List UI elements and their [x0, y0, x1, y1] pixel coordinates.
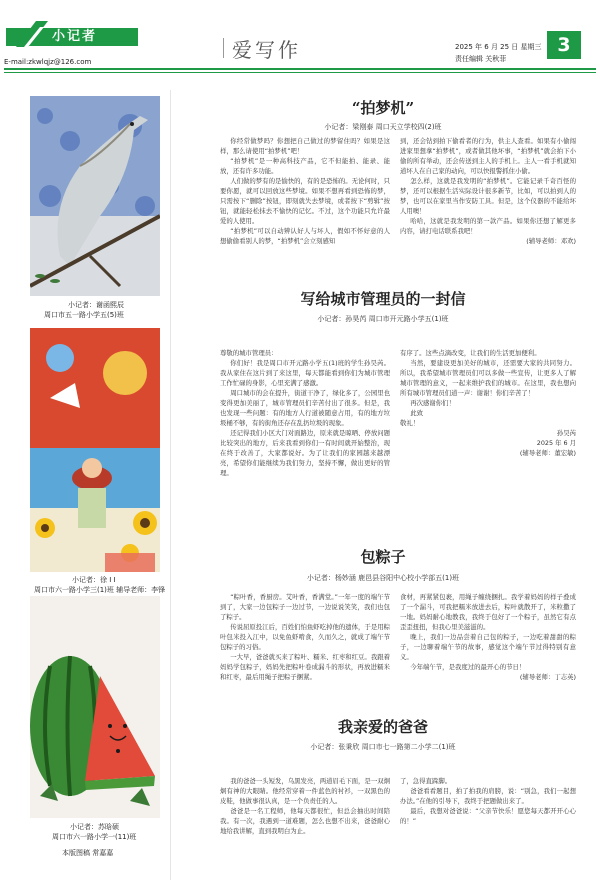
article-2-para: 周口城市的会在提升，街道干净了，绿化多了，公园里也变得更加美丽了，城市管理员们辛苦付出了很多。但是，我也发现一些问题：有的地方人行道被随意占用，有的地方垃圾桶不够，有的街角还存在乱扔垃圾的现象。: [220, 389, 390, 427]
article-4-para: 我的爸爸一头短发，乌黑发亮，两道眉毛下面，是一双炯炯有神的大眼睛。他经常穿着一件蓝色的衬衫，一双黑色的皮鞋，他做事很认真，是一个负责任的人。: [220, 777, 390, 805]
header-rule-thin: [4, 72, 596, 73]
article-4-para: 了，急得直跺脚。: [400, 777, 452, 785]
article-1-col2: [400, 136, 576, 274]
article-3-para: “粽叶香，香厨房。艾叶香，香满堂。”一年一度的端午节到了，大家一边包粽子一边过节，一边说说笑笑，我们也包了粽子。: [220, 593, 390, 621]
article-4-para: 最后，我想对爸爸说：“父亲节快乐！愿您每天都开开心心的！”: [400, 807, 576, 825]
caption-1: [30, 300, 180, 320]
section-title: 爱写作: [232, 38, 301, 62]
caption-3: [30, 822, 180, 842]
drawing-watermelon: [30, 596, 160, 818]
responsible-editor: 责任编辑 关秋菲: [455, 55, 507, 63]
article-3-col2: [400, 592, 576, 694]
article-4-title: 我亲爱的爸爸: [337, 718, 428, 736]
article-4-para: 爸爸看看题目，拍了拍我的肩膀，说：“别急，我们一起想办法。”在他的引导下，我终于把题做出来了。: [400, 787, 576, 805]
article-4-col1: [220, 776, 390, 880]
article-2-byline: 小记者：孙昊芮 周口市开元路小学五(1)班: [317, 315, 449, 323]
article-2-title: 写给城市管理员的一封信: [300, 290, 466, 308]
article-2-para: 敬礼！: [400, 419, 420, 427]
article-1-title: “拍梦机”: [351, 99, 415, 117]
caption-1-line2: 周口市五一路小学五(5)班: [44, 311, 124, 319]
article-2-signature: 孙昊芮: [556, 429, 576, 437]
article-2-para: 此致: [410, 409, 424, 417]
leaf-logo-icon: [14, 19, 48, 49]
issue-date: 2025 年 6 月 25 日 星期三: [455, 43, 542, 51]
column-name: 小记者: [52, 29, 98, 44]
article-2-para: 有序了。这些点滴改变，让我们的生活更加便利。: [400, 349, 541, 357]
article-3-para: 食材，再紧紧包裹，用绳子缠绕捆扎。我学着妈妈的样子叠成了一个漏斗，可我把糯米放进去后，粽叶就散开了，米粒撒了一地。妈妈耐心地教我，我终于包好了一个粽子，虽然它有点歪歪扭扭，但我心里美滋滋的。: [400, 593, 576, 631]
article-1-para: 人们做的梦有的是愉快的，有的是恐怖的。无论何时，只要你愿，就可以回放这些梦境。如果不想再看到恐怖的梦，只需按下“删除”按钮，即刻就失去梦境，或者按下“剪辑”按钮，就能轻松抹去不愉快的记忆。不过，这个功能只允许最爱的人使用。: [220, 177, 390, 225]
caption-1-line1: 小记者：谢函熙辰: [68, 301, 124, 309]
drawing-astronaut-sunflowers: [30, 328, 160, 572]
article-4-col2: [400, 776, 576, 880]
drawing-bird: [30, 96, 160, 296]
article-2-para: 再次感谢你们！: [410, 399, 455, 407]
article-2-para: 你们好！我是周口市开元路小学五(1)班的学生孙昊芮。我从家住在这片到了来这里，每天都能看到你们为城市管理工作忙碌的身影，心里充满了感激。: [220, 359, 390, 387]
article-3-para: 晚上，我们一边品尝着自己包的粽子，一边吃着甜甜的粽子，一边聊着端午节的故事，感觉这个端午节过得特别有意义。: [400, 633, 576, 661]
article-1-para: 怎么样，这就是我发明的“拍梦机”。它能记录千奇百怪的梦，还可以根据生活实际设计很多新节，比如，可以拍到人的梦，也可以在家里当作安防工具。但是，这个仪器的不能给坏人用噢！: [400, 177, 576, 215]
article-2-para: 当然，要建设更加美好的城市，还需要大家的共同努力。所以，我希望城市管理员们可以多做一些宣传，让更多人了解城市管理的意义，一起来维护我们的城市。在这里，我也想向所有城市管理员们道一声：谢谢！你们辛苦了！: [400, 359, 576, 397]
article-4-byline: 小记者：张秉欣 周口市七一路第二小学二(1)班: [310, 743, 456, 751]
caption-2-line1: 小记者：徐 I I: [72, 576, 116, 584]
article-2-teacher: (辅导老师：董宏敏): [519, 449, 576, 457]
caption-2: [30, 575, 180, 595]
header-rule: [4, 68, 596, 70]
article-1-para: 哈哈，这就是我发明的第一款产品。如果你还想了解更多内容，请打电话联系我吧！: [400, 217, 576, 235]
caption-2-line2: 周口市六一路小学三(1)班 辅导老师：李锋: [34, 586, 166, 594]
article-3-teacher: (辅导老师：丁志英): [519, 673, 576, 681]
article-2-para: 尊敬的城市管理员：: [220, 349, 278, 357]
article-1-para: 到，还会钻到拍下偷看者的行为，供主人查看。如果有小偷闯进家里想拿“拍梦机”，或者做其他坏事，“拍梦机”就会拍下小偷的所有举动，还会传送到主人的手机上。主人一看手机就知道坏人在自己家的动向，可以快报警抓住小偷。: [400, 137, 576, 175]
article-3-para: 今年端午节，是我度过的最开心的节日！: [410, 663, 526, 671]
article-1-teacher: (辅导老师：邓欢): [526, 237, 576, 245]
article-3-title: 包粽子: [360, 548, 406, 566]
article-4-para: 爸爸是一名工程师，他每天都很忙，但总会抽出时间陪我。有一次，我遇到一道难题，怎么也想不出来，爸爸耐心地给我讲解，直到我明白为止。: [220, 807, 390, 835]
article-1-para: “拍梦机”是一种高科技产品，它不但能拍、能录、能放，还有许多功能。: [220, 157, 390, 175]
article-1-para: “拍梦机”可以自动辨认好人与坏人，假如不怀好意的人想偷偷看别人的梦，“拍梦机”会立刻感知: [220, 227, 390, 245]
article-1-para: 你经常做梦吗？你想把自己做过的梦留住吗？如果是这样，那么请使用“拍梦机”吧！: [220, 137, 390, 155]
article-2-para: 还记得我们小区大门对面路边，原来就是晾晒、停放问题比较突出的地方，后来我看到你们一有时间就开始整治，现在终于改善了，大家都说好。为了让我们的家园越来越漂亮，希望你们能继续为我们努力，坚持不懈，做出更好的管理。: [220, 429, 390, 477]
article-3-col1: [220, 592, 390, 694]
page-number: 3: [547, 31, 581, 59]
article-3-para: 一大早，爸爸就买来了粽叶、糯米、红枣和红豆。我跟着妈妈学包粽子，妈妈先把粽叶卷成漏斗的形状，再放进糯米和红枣，最后用绳子把粽子捆紧。: [220, 653, 390, 681]
article-2-col1: [220, 348, 390, 524]
article-3-para: 传说屈原投江后，百姓们怕鱼虾吃掉他的遗体，于是用粽叶包米投入江中，以免鱼虾啃食，久而久之，就成了端午节包粽子的习俗。: [220, 623, 390, 651]
caption-3-line1: 小记者：苏晗硕: [70, 823, 119, 831]
article-2-date: 2025 年 6 月: [536, 439, 576, 447]
sidebar-footer: 本版图稿 常嘉嘉: [62, 849, 114, 857]
article-2-col2: [400, 348, 576, 526]
contact-email: E-mail:zkwlqjz@126.com: [4, 58, 92, 66]
caption-3-line2: 周口市六一路小学一(11)班: [52, 833, 137, 841]
article-1-byline: 小记者：梁刚泰 周口天立学校四(2)班: [324, 123, 442, 131]
article-3-byline: 小记者：杨妙涵 鹿邑县谷阳中心校小学部五(1)班: [306, 574, 460, 582]
section-divider: [223, 38, 224, 58]
article-1-col1: [220, 136, 390, 274]
column-rule: [170, 90, 171, 880]
